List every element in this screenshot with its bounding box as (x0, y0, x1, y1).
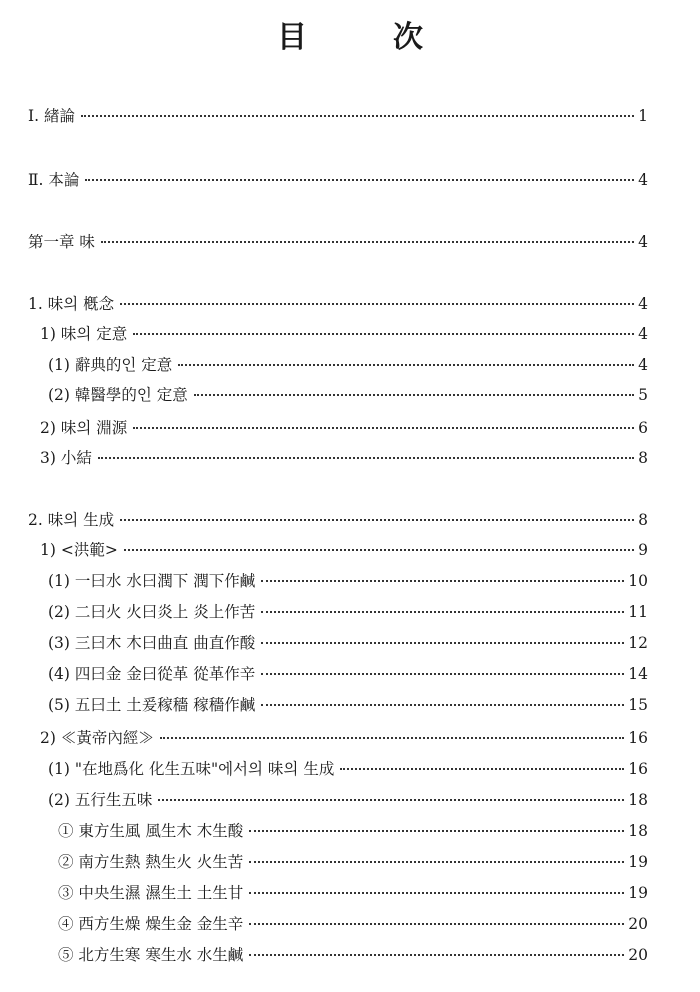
toc-entry-page: 4 (638, 171, 648, 189)
dot-leader (133, 427, 634, 429)
toc-entry-page: 4 (638, 233, 648, 251)
toc-entry-label: 第一章 味 (28, 233, 95, 251)
toc-entry[interactable] (28, 106, 648, 126)
dot-leader (261, 580, 624, 582)
toc-entry-page: 18 (628, 822, 648, 840)
toc-entry-label: (5) 五曰土 土爰稼穡 稼穡作鹹 (48, 696, 256, 714)
toc-entry-page: 11 (628, 603, 648, 621)
dot-leader (120, 519, 634, 521)
dot-leader (81, 115, 634, 117)
toc-entry-page: 19 (628, 853, 648, 871)
toc-entry[interactable] (28, 510, 648, 530)
toc-entry[interactable] (48, 602, 648, 622)
toc-entry-page: 8 (638, 449, 648, 467)
toc-entry-label: ⑤ 北方生寒 寒生水 水生鹹 (58, 946, 244, 964)
toc-entry-label: (3) 三曰木 木曰曲直 曲直作酸 (48, 634, 256, 652)
toc-entry[interactable] (48, 664, 648, 684)
toc-entry[interactable] (28, 294, 648, 314)
toc-entry-page: 15 (628, 696, 648, 714)
dot-leader (249, 830, 624, 832)
toc-entry[interactable] (40, 448, 648, 468)
toc-entry-page: 4 (638, 325, 648, 343)
toc-entry[interactable] (28, 170, 648, 190)
toc-entry-label: Ⅰ. 緖論 (28, 107, 75, 125)
toc-entry-label: ① 東方生風 風生木 木生酸 (58, 822, 244, 840)
dot-leader (261, 611, 624, 613)
toc-entry-page: 6 (638, 419, 648, 437)
dot-leader (120, 303, 634, 305)
toc-entry-page: 16 (628, 760, 648, 778)
toc-entry-label: (2) 二曰火 火曰炎上 炎上作苦 (48, 603, 256, 621)
dot-leader (85, 179, 634, 181)
toc-entry-page: 1 (638, 107, 648, 125)
dot-leader (158, 799, 624, 801)
toc-entry[interactable] (58, 945, 648, 965)
dot-leader (194, 394, 634, 396)
toc-entry[interactable] (58, 883, 648, 903)
toc-entry-page: 8 (638, 511, 648, 529)
toc-entry[interactable] (58, 914, 648, 934)
toc-entry-label: 3) 小結 (40, 449, 92, 467)
toc-entry-label: (2) 五行生五味 (48, 791, 153, 809)
toc-entry-label: (1) 辭典的인 定意 (48, 356, 173, 374)
dot-leader (261, 673, 624, 675)
toc-entry-label: Ⅱ. 本論 (28, 171, 80, 189)
toc-entry-page: 5 (638, 386, 648, 404)
toc-entry[interactable] (48, 355, 648, 375)
toc-entry[interactable] (58, 852, 648, 872)
toc-entry-page: 10 (628, 572, 648, 590)
dot-leader (249, 954, 624, 956)
dot-leader (124, 549, 634, 551)
toc-entry-page: 4 (638, 356, 648, 374)
toc-entry[interactable] (48, 571, 648, 591)
toc-entry[interactable] (28, 232, 648, 252)
toc-entry[interactable] (40, 324, 648, 344)
dot-leader (101, 241, 634, 243)
toc-entry-label: ② 南方生熱 熱生火 火生苦 (58, 853, 244, 871)
page-title: 目 次 (277, 20, 451, 55)
toc-entry[interactable] (48, 633, 648, 653)
toc-entry-label: (2) 韓醫學的인 定意 (48, 386, 188, 404)
dot-leader (249, 892, 624, 894)
toc-entry-page: 4 (638, 295, 648, 313)
dot-leader (133, 333, 634, 335)
toc-entry-page: 12 (628, 634, 648, 652)
toc-entry[interactable] (40, 728, 648, 748)
toc-entry[interactable] (40, 540, 648, 560)
dot-leader (261, 642, 624, 644)
toc-entry-label: 2) 味의 淵源 (40, 419, 128, 437)
toc-entry-label: ③ 中央生濕 濕生土 土生甘 (58, 884, 244, 902)
toc-entry-page: 9 (638, 541, 648, 559)
toc-entry[interactable] (40, 418, 648, 438)
toc-entry-label: 2) ≪黃帝內經≫ (40, 729, 154, 747)
toc-entry[interactable] (48, 759, 648, 779)
toc-entry-label: 2. 味의 生成 (28, 511, 115, 529)
toc-entry[interactable] (48, 790, 648, 810)
dot-leader (340, 768, 624, 770)
dot-leader (261, 704, 624, 706)
dot-leader (178, 364, 634, 366)
toc-entry-page: 14 (628, 665, 648, 683)
toc-entry-label: (1) 一曰水 水曰潤下 潤下作鹹 (48, 572, 256, 590)
toc-entry-page: 20 (628, 915, 648, 933)
toc-entry[interactable] (48, 695, 648, 715)
toc-entry[interactable] (58, 821, 648, 841)
dot-leader (249, 923, 624, 925)
toc-entry-page: 20 (628, 946, 648, 964)
toc-entry[interactable] (48, 385, 648, 405)
toc-entry-label: 1) 味의 定意 (40, 325, 128, 343)
toc-entry-label: 1) <洪範> (40, 541, 118, 559)
toc-entry-page: 16 (628, 729, 648, 747)
dot-leader (98, 457, 634, 459)
dot-leader (249, 861, 624, 863)
toc-entry-label: (4) 四曰金 金曰從革 從革作辛 (48, 665, 256, 683)
dot-leader (160, 737, 624, 739)
toc-entry-page: 18 (628, 791, 648, 809)
toc-entry-label: (1) "在地爲化 化生五味"에서의 味의 生成 (48, 760, 335, 778)
toc-entry-page: 19 (628, 884, 648, 902)
toc-entry-label: ④ 西方生燥 燥生金 金生辛 (58, 915, 244, 933)
toc-entry-label: 1. 味의 槪念 (28, 295, 115, 313)
